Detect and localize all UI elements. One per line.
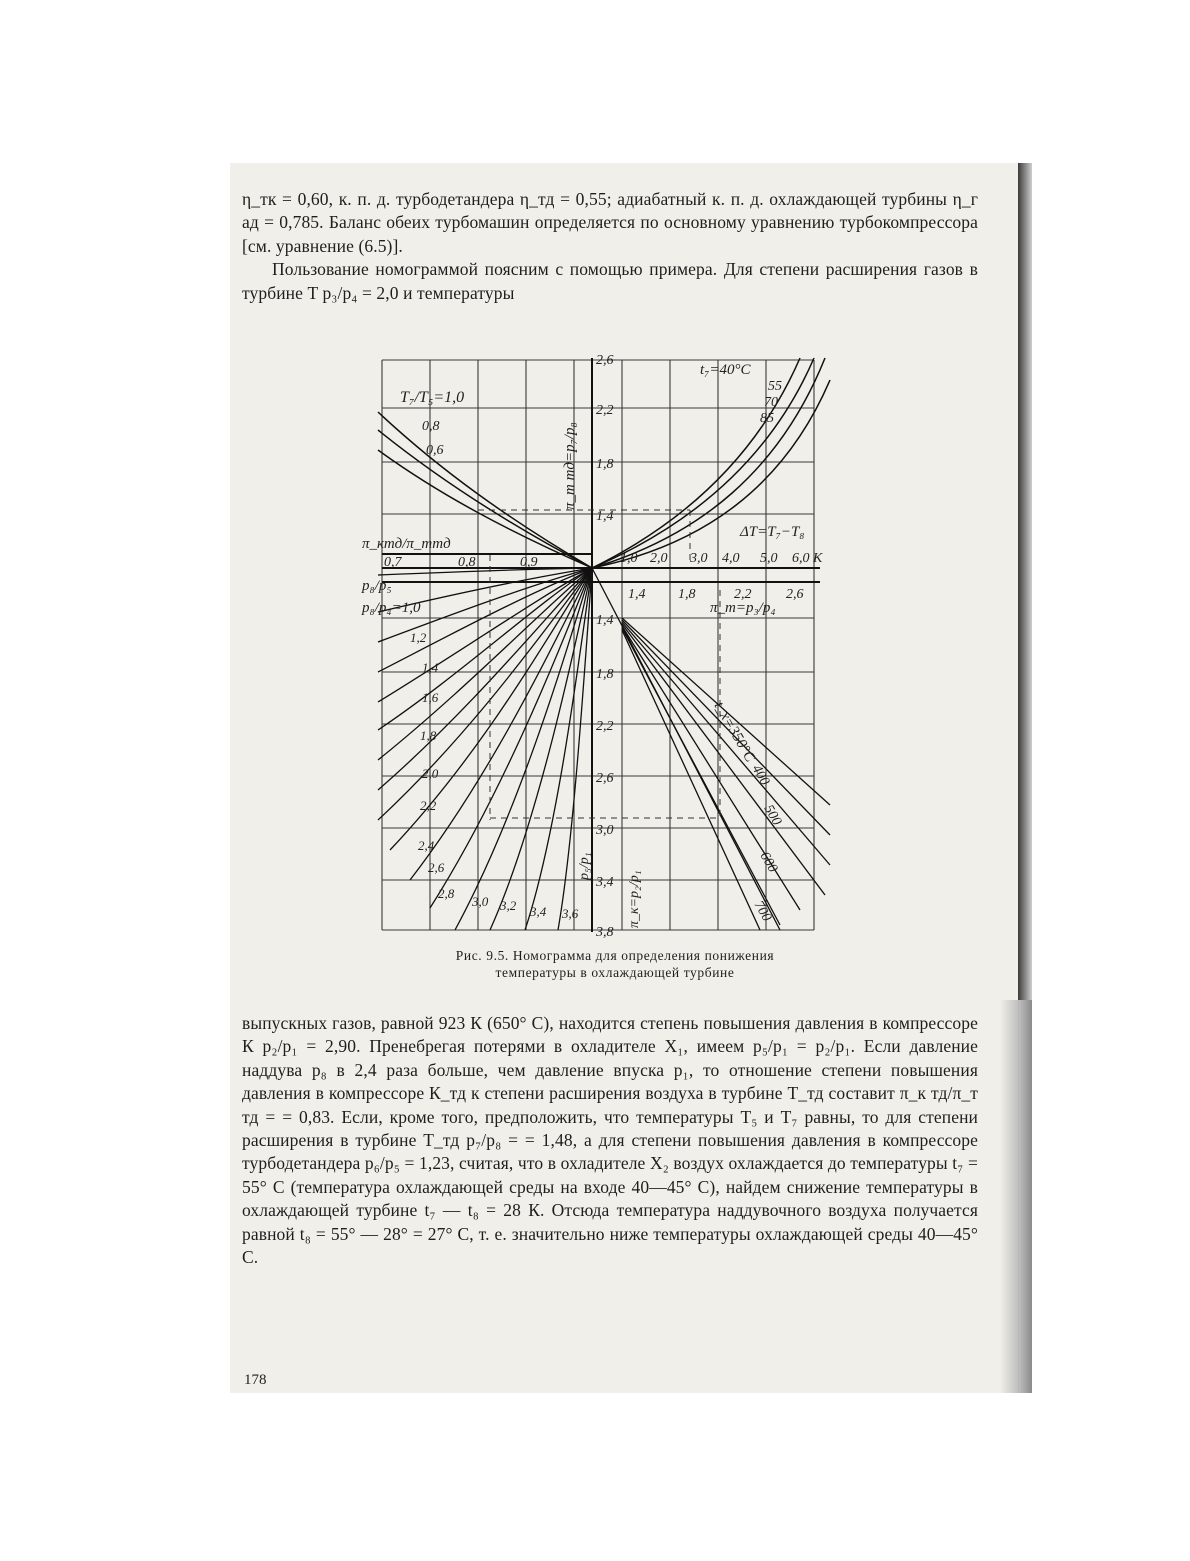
nomogram-axes bbox=[382, 358, 820, 932]
dt-tick-4: 5,0 bbox=[760, 551, 778, 566]
center-tick-8: 3,0 bbox=[596, 823, 614, 838]
dt-tick-0: 1,0 bbox=[620, 551, 638, 566]
ratio-tick-1: 0,8 bbox=[458, 555, 476, 570]
dt-tick-3: 4,0 bbox=[722, 551, 740, 566]
pit-tick-3: 2,6 bbox=[786, 587, 804, 602]
left-curve-label-4: 2,0 bbox=[422, 766, 439, 781]
pit-tick-1: 1,8 bbox=[678, 587, 696, 602]
left-curve-label-11: 3,4 bbox=[530, 904, 547, 919]
label-t7-70: 70 bbox=[764, 395, 778, 410]
pit-tick-2: 2,2 bbox=[734, 587, 752, 602]
paragraph-bottom: выпускных газов, равной 923 К (650° С), находится степень повышения давления в компрессоре К p₂/p₁ = 2,90. Пренебрегая потерями в охладителе X₁, имеем p₅/p₁ = p₂/p₁. Если давление наддува p₈ в 2,4 раза больше, чем давление впуска p₁, то отношение степени повышения давления в компрессоре К_тд к степени расширения воздуха в турбине Т_тд составит π_к тд/π_т тд = = 0,83. Если, кроме того, предположить, что температуры T₅ и T₇ равны, то для степени расширения в турбине Т_тд p₇/p₈ = = 1,48, а для степени повышения давления в компрессоре турбодетандера p₆/p₅ = 1,23, считая, что в охладителе X₂ воздух охлаждается до температуры t₇ = 55° С (температура охлаждающей среды на входе 40—45° С), найдем снижение температуры в охлаждающей турбине t₇ — t₈ = 28 К. Отсюда температура наддувочного воздуха получается равной t₈ = 55° — 28° = 27° С, т. е. значительно ниже температуры охлаждающей среды 40—45° С. bbox=[242, 1013, 978, 1268]
left-curve-label-1: 1,4 bbox=[422, 660, 439, 675]
left-curve-label-8: 2,8 bbox=[438, 886, 455, 901]
left-curve-label-12: 3,6 bbox=[562, 906, 579, 921]
ratio-tick-2: 0,9 bbox=[520, 555, 538, 570]
tx-label-1: 500 bbox=[760, 802, 785, 829]
tx-label-3: 700 bbox=[750, 898, 775, 925]
tx-label-2: 600 bbox=[756, 849, 781, 876]
label-t7-title: t₇=40°C bbox=[700, 362, 751, 378]
label-pi-k: π_к=p₂/p₁ bbox=[627, 870, 642, 928]
center-tick-4: 1,4 bbox=[596, 613, 614, 628]
label-pi-t: π_т=p₃/p₄ bbox=[710, 600, 776, 616]
label-p8-p5: p₈/p₅ bbox=[362, 578, 392, 594]
label-delta-t: ΔT=T₇−T₈ bbox=[740, 524, 805, 540]
label-pi-ktd: π_ктд/π_ттд bbox=[362, 536, 451, 552]
left-curve-label-0: 1,2 bbox=[410, 630, 427, 645]
paragraph-top-2: Пользование номограммой поясним с помощью примера. Для степени расширения газов в турбине T p₃/p₄ = 2,0 и температуры bbox=[242, 259, 978, 303]
center-tick-5: 1,8 bbox=[596, 667, 614, 682]
left-curve-label-6: 2,4 bbox=[418, 838, 435, 853]
delta-t-scale bbox=[620, 551, 823, 566]
center-tick-3: 1,4 bbox=[596, 509, 614, 524]
figure-caption bbox=[360, 947, 870, 981]
bottom-text-block bbox=[242, 1012, 978, 1269]
caption-line-1: Рис. 9.5. Номограмма для определения понижения bbox=[455, 948, 775, 963]
label-pi-t-td: π_т тд=p₇/p₈ bbox=[562, 422, 578, 510]
top-text-block bbox=[242, 188, 978, 305]
label-t7-55: 55 bbox=[768, 379, 782, 394]
label-p5-p1: p₅/p₁ bbox=[577, 852, 592, 880]
dt-tick-1: 2,0 bbox=[650, 551, 668, 566]
center-scale bbox=[595, 353, 614, 940]
center-tick-1: 2,2 bbox=[596, 403, 614, 418]
nomogram-grid bbox=[382, 360, 814, 930]
label-tx: t_x=350°C bbox=[710, 699, 758, 765]
nomogram-figure bbox=[360, 350, 840, 945]
label-ratio-06: 0,6 bbox=[426, 443, 444, 458]
paragraph-top-1: η_тк = 0,60, к. п. д. турбодетандера η_тд = 0,55; адиабатный к. п. д. охлаждающей турбины η_г ад = 0,785. Баланс обеих турбомашин определяется по основному уравнению турбокомпрессора [см. уравнение (6.5)]. bbox=[242, 189, 978, 256]
page-edge-shadow bbox=[1000, 1000, 1032, 1393]
left-curve-label-9: 3,0 bbox=[472, 894, 489, 909]
center-tick-6: 2,2 bbox=[596, 719, 614, 734]
label-ratio-title: T₇/T₅=1,0 bbox=[400, 389, 465, 406]
label-t7-85: 85 bbox=[760, 411, 774, 426]
label-p8-p4: p₈/p₄=1,0 bbox=[362, 600, 421, 616]
left-curve-label-2: 1,6 bbox=[422, 690, 439, 705]
center-tick-9: 3,4 bbox=[596, 875, 614, 890]
left-curve-label-10: 3,2 bbox=[500, 898, 517, 913]
label-ratio-08: 0,8 bbox=[422, 419, 440, 434]
page-number: 178 bbox=[244, 1372, 267, 1388]
dt-tick-2: 3,0 bbox=[690, 551, 708, 566]
dt-tick-5: 6,0 K bbox=[792, 551, 823, 566]
left-curve-label-3: 1,8 bbox=[420, 728, 437, 743]
caption-line-2: температуры в охлаждающей турбине bbox=[495, 965, 735, 980]
center-tick-10: 3,8 bbox=[596, 925, 614, 940]
pit-tick-0: 1,4 bbox=[628, 587, 646, 602]
center-tick-0: 2,6 bbox=[596, 353, 614, 368]
left-curve-label-5: 2,2 bbox=[420, 798, 437, 813]
center-tick-7: 2,6 bbox=[596, 771, 614, 786]
ratio-tick-0: 0,7 bbox=[384, 555, 402, 570]
center-tick-2: 1,8 bbox=[596, 457, 614, 472]
lower-left-curves bbox=[378, 568, 592, 930]
left-curve-label-7: 2,6 bbox=[428, 860, 445, 875]
tx-label-0: 400 bbox=[748, 762, 773, 789]
